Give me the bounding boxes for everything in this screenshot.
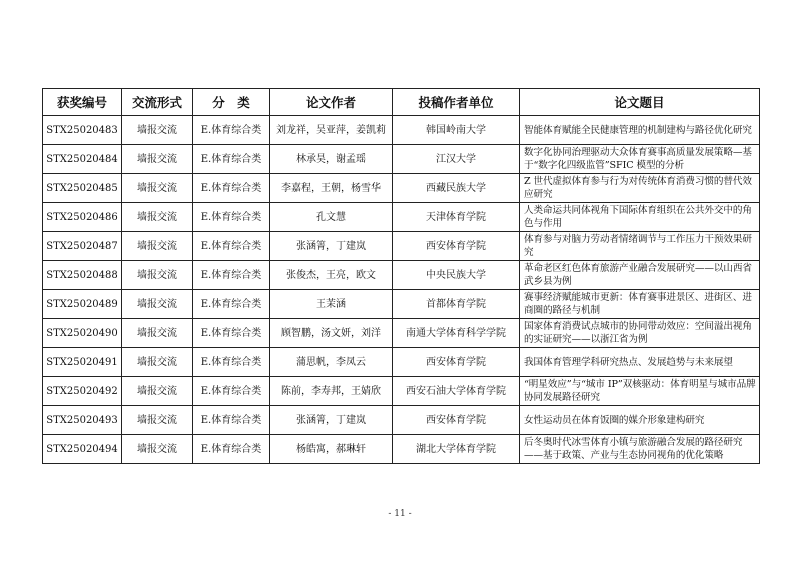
cell-category: E.体育综合类 [193,319,270,348]
cell-award-id: STX25020486 [43,203,122,232]
cell-authors: 张涵箐，丁建岚 [270,232,393,261]
header-format: 交流形式 [122,89,193,116]
cell-title: 后冬奥时代冰雪体育小镇与旅游融合发展的路径研究——基于政策、产业与生态协同视角的优化策略 [520,435,760,464]
cell-format: 墙报交流 [122,145,193,174]
cell-title: 我国体育管理学科研究热点、发展趋势与未来展望 [520,348,760,377]
cell-award-id: STX25020490 [43,319,122,348]
cell-format: 墙报交流 [122,232,193,261]
page-number: - 11 - [388,509,412,519]
table-row [43,203,760,232]
cell-authors: 林承昊，谢孟瑶 [270,145,393,174]
cell-format: 墙报交流 [122,348,193,377]
cell-unit: 西藏民族大学 [393,174,520,203]
cell-authors: 王茉涵 [270,290,393,319]
cell-category: E.体育综合类 [193,435,270,464]
cell-unit: 湖北大学体育学院 [393,435,520,464]
cell-title: 人类命运共同体视角下国际体育组织在公共外交中的角色与作用 [520,203,760,232]
cell-award-id: STX25020492 [43,377,122,406]
cell-authors: 张涵箐，丁建岚 [270,406,393,435]
table-row [43,116,760,145]
table-row [43,348,760,377]
table-row [43,145,760,174]
cell-authors: 顾智鹏，汤文妍，刘洋 [270,319,393,348]
cell-title: 体育参与对脑力劳动者情绪调节与工作压力干预效果研究 [520,232,760,261]
cell-format: 墙报交流 [122,406,193,435]
cell-unit: 天津体育学院 [393,203,520,232]
cell-title: 赛事经济赋能城市更新：体育赛事进景区、进街区、进商圈的路径与机制 [520,290,760,319]
cell-unit: 西安体育学院 [393,406,520,435]
cell-title: 女性运动员在体育饭圈的媒介形象建构研究 [520,406,760,435]
cell-category: E.体育综合类 [193,203,270,232]
cell-category: E.体育综合类 [193,290,270,319]
cell-title: 数字化协同治理驱动大众体育赛事高质量发展策略—基于“数字化四级监管”SFIC 模型的分析 [520,145,760,174]
cell-award-id: STX25020489 [43,290,122,319]
header-unit: 投稿作者单位 [393,89,520,116]
cell-format: 墙报交流 [122,377,193,406]
cell-format: 墙报交流 [122,435,193,464]
cell-format: 墙报交流 [122,174,193,203]
cell-format: 墙报交流 [122,203,193,232]
cell-category: E.体育综合类 [193,348,270,377]
cell-category: E.体育综合类 [193,406,270,435]
cell-format: 墙报交流 [122,319,193,348]
cell-unit: 中央民族大学 [393,261,520,290]
table-row [43,406,760,435]
cell-unit: 首都体育学院 [393,290,520,319]
table-row [43,435,760,464]
cell-award-id: STX25020483 [43,116,122,145]
cell-award-id: STX25020494 [43,435,122,464]
table-row [43,377,760,406]
header-category: 分 类 [193,89,270,116]
cell-award-id: STX25020488 [43,261,122,290]
header-award-id: 获奖编号 [43,89,122,116]
cell-title: “明星效应”与“城市 IP”双核驱动：体育明星与城市品牌协同发展路径研究 [520,377,760,406]
award-table [42,88,760,464]
cell-award-id: STX25020493 [43,406,122,435]
cell-unit: 韩国岭南大学 [393,116,520,145]
table-row [43,261,760,290]
cell-authors: 陈前，李寿邦，王婧欣 [270,377,393,406]
cell-category: E.体育综合类 [193,232,270,261]
cell-unit: 西安体育学院 [393,232,520,261]
cell-authors: 孔文慧 [270,203,393,232]
cell-authors: 刘龙祥，吴亚萍，姜凯莉 [270,116,393,145]
table-row [43,290,760,319]
cell-authors: 蒲思帆，李凤云 [270,348,393,377]
cell-authors: 张俊杰，王亮，欧文 [270,261,393,290]
cell-format: 墙报交流 [122,290,193,319]
cell-category: E.体育综合类 [193,145,270,174]
cell-award-id: STX25020484 [43,145,122,174]
cell-unit: 西安石油大学体育学院 [393,377,520,406]
cell-title: Z 世代虚拟体育参与行为对传统体育消费习惯的替代效应研究 [520,174,760,203]
cell-unit: 南通大学体育科学学院 [393,319,520,348]
cell-format: 墙报交流 [122,261,193,290]
cell-category: E.体育综合类 [193,261,270,290]
cell-format: 墙报交流 [122,116,193,145]
table-header-row [43,89,760,116]
cell-unit: 江汉大学 [393,145,520,174]
cell-award-id: STX25020487 [43,232,122,261]
table-row [43,232,760,261]
header-title: 论文题目 [520,89,760,116]
cell-authors: 杨皓寓，郝琳轩 [270,435,393,464]
cell-title: 国家体育消费试点城市的协同带动效应：空间溢出视角的实证研究——以浙江省为例 [520,319,760,348]
cell-award-id: STX25020485 [43,174,122,203]
cell-unit: 西安体育学院 [393,348,520,377]
cell-title: 革命老区红色体育旅游产业融合发展研究——以山西省武乡县为例 [520,261,760,290]
cell-category: E.体育综合类 [193,174,270,203]
cell-authors: 李嘉程，王朝，杨雪华 [270,174,393,203]
header-authors: 论文作者 [270,89,393,116]
cell-award-id: STX25020491 [43,348,122,377]
cell-category: E.体育综合类 [193,116,270,145]
table-row [43,319,760,348]
cell-category: E.体育综合类 [193,377,270,406]
cell-title: 智能体育赋能全民健康管理的机制建构与路径优化研究 [520,116,760,145]
table-row [43,174,760,203]
